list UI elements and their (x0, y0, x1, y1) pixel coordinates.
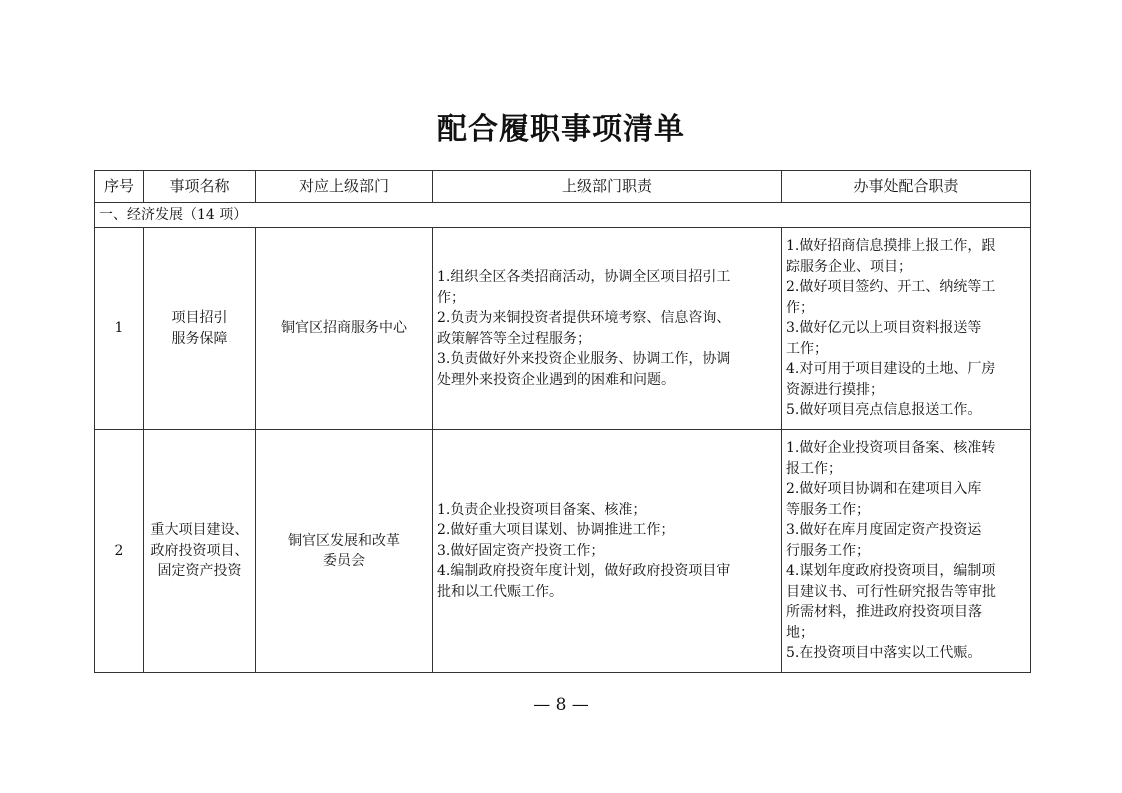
office-duties-line: 3.做好亿元以上项目资料报送等 (786, 320, 982, 337)
superior-duties-line: 3.做好固定资产投资工作； (437, 542, 605, 559)
item-name-line: 服务保障 (171, 330, 228, 347)
office-duties-line: 4.谋划年度政府投资项目，编制项 (786, 563, 996, 580)
header-office-duties: 办事处配合职责 (782, 171, 1031, 203)
superior-duties-line: 处理外来投资企业遇到的困难和问题。 (437, 371, 675, 388)
office-duties-line: 4.对可用于项目建设的土地、厂房 (786, 361, 996, 378)
office-duties-line: 5.在投资项目中落实以工代赈。 (786, 645, 982, 662)
table-row (95, 228, 1031, 430)
office-duties-line: 资源进行摸排； (786, 381, 884, 398)
superior-dept-line: 铜官区发展和改革 (288, 532, 400, 549)
office-duties-line: 地； (786, 624, 814, 641)
table-row (95, 430, 1031, 673)
section-row (95, 203, 1031, 228)
header-superior-duties: 上级部门职责 (433, 171, 782, 203)
header-no: 序号 (95, 171, 144, 203)
superior-duties-line: 2.做好重大项目谋划、协调推进工作； (437, 522, 675, 539)
superior-duties-line: 政策解答等全过程服务； (437, 330, 591, 347)
office-duties-line: 1.做好企业投资项目备案、核准转 (786, 440, 996, 457)
superior-duties-line: 1.负责企业投资项目备案、核准； (437, 501, 647, 518)
office-duties-line: 踪服务企业、项目； (786, 258, 912, 275)
superior-dept (256, 430, 433, 673)
superior-duties-line: 3.负责做好外来投资企业服务、协调工作，协调 (437, 351, 731, 367)
page-number: — 8 — (533, 695, 589, 715)
superior-duties-line: 批和以工代赈工作。 (437, 583, 563, 600)
office-duties-line: 作； (786, 299, 814, 316)
duty-list-table (94, 170, 1031, 673)
office-duties-line: 等服务工作； (786, 501, 870, 518)
section-title: 一、经济发展（14 项） (95, 203, 1031, 228)
office-duties-line: 2.做好项目协调和在建项目入库 (786, 481, 982, 498)
row-number: 2 (95, 430, 144, 673)
page-title: 配合履职事项清单 (437, 112, 685, 147)
office-duties (782, 430, 1031, 673)
office-duties-line: 行服务工作； (786, 542, 870, 559)
superior-dept (256, 228, 433, 430)
superior-duties-line: 作； (437, 289, 465, 306)
office-duties-line: 1.做好招商信息摸排上报工作，跟 (786, 238, 996, 255)
item-name (144, 228, 256, 430)
superior-duties-line: 1.组织全区各类招商活动，协调全区项目招引工 (437, 269, 731, 285)
item-name-line: 政府投资项目、 (150, 542, 249, 559)
office-duties-line: 报工作； (786, 460, 842, 477)
item-name (144, 430, 256, 673)
superior-dept-line: 铜官区招商服务中心 (281, 320, 407, 337)
office-duties (782, 228, 1031, 430)
office-duties-line: 2.做好项目签约、开工、纳统等工 (786, 279, 996, 296)
item-name-line: 固定资产投资 (157, 563, 242, 580)
row-number: 1 (95, 228, 144, 430)
office-duties-line: 目建议书、可行性研究报告等审批 (786, 583, 996, 600)
office-duties-line: 工作； (786, 340, 828, 357)
header-superior-dept: 对应上级部门 (256, 171, 433, 203)
superior-duties-line: 2.负责为来铜投资者提供环境考察、信息咨询、 (437, 310, 731, 326)
item-name-line: 项目招引 (171, 310, 228, 326)
superior-duties-line: 4.编制政府投资年度计划，做好政府投资项目审 (437, 563, 731, 580)
superior-duties (433, 430, 782, 673)
table-header-row (95, 171, 1031, 203)
office-duties-line: 所需材料，推进政府投资项目落 (786, 604, 982, 621)
superior-dept-line: 委员会 (323, 553, 365, 569)
superior-duties (433, 228, 782, 430)
item-name-line: 重大项目建设、 (150, 522, 249, 539)
office-duties-line: 3.做好在库月度固定资产投资运 (786, 522, 982, 539)
office-duties-line: 5.做好项目亮点信息报送工作。 (786, 402, 982, 419)
header-item-name: 事项名称 (144, 171, 256, 203)
